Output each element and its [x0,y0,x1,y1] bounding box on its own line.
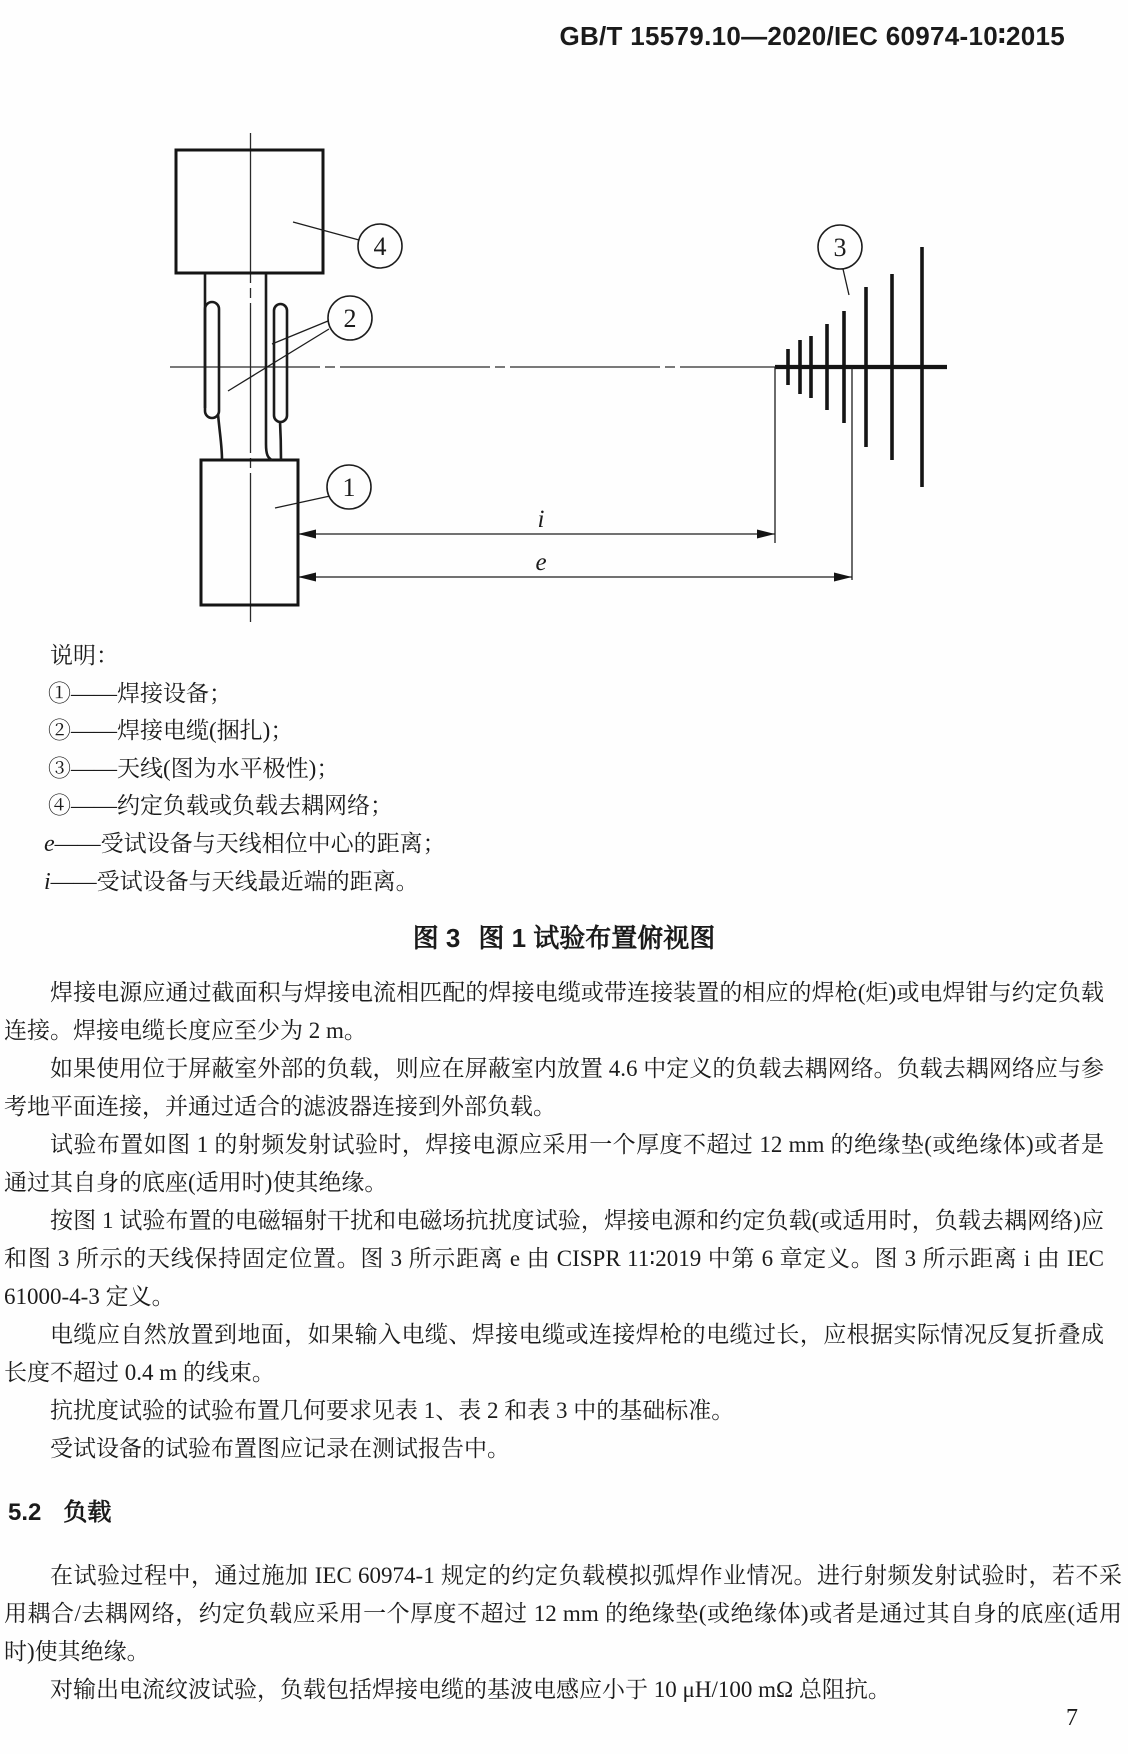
legend-item-1: ①——焊接设备； [48,680,232,706]
dimension-e [298,549,852,582]
legend-item-2: ②——焊接电缆(捆扎)； [48,718,294,743]
dimension-i [298,506,775,539]
figure-caption-label: 图 3 [412,923,461,953]
paragraph-7: 受试设备的试验布置图应记录在测试报告中。 [50,1436,510,1461]
figure-caption [0,918,1128,955]
balloon-2 [328,296,372,340]
leader-1 [275,496,330,508]
figure-3-diagram [0,95,1128,640]
balloon-4 [358,224,402,268]
legend-item-i: i——受试设备与天线最近端的距离。 [44,869,419,895]
figure-caption-text: 图 1 试验布置俯视图 [478,923,716,953]
paragraph-6: 抗扰度试验的试验布置几何要求见表 1、表 2 和表 3 中的基础标准。 [50,1398,735,1423]
section-paragraph-2: 对输出电流纹波试验，负载包括焊接电缆的基波电感应小于 10 μH/100 mΩ 总阻抗。 [50,1677,891,1702]
welding-equipment-box [201,460,298,605]
paragraph-2: 如果使用位于屏蔽室外部的负载，则应在屏蔽室内放置 4.6 中定义的负载去耦网络。负载去耦网络应与参考地平面连接，并通过适合的滤波器连接到外部负载。 [4,1056,1104,1119]
antenna [775,247,947,487]
dim-label-e: e [535,549,547,576]
svg-text:3: 3 [833,233,847,262]
svg-text:1: 1 [342,473,356,502]
svg-text:4: 4 [373,232,387,261]
figure-legend [44,637,446,902]
section-title: 负载 [63,1499,112,1526]
paragraph-1: 焊接电源应通过截面积与焊接电流相匹配的焊接电缆或带连接装置的相应的焊枪(炬)或电焊钳与约定负载连接。焊接电缆长度应至少为 2 m。 [4,980,1104,1043]
legend-item-3: ③——天线(图为水平极性)； [48,755,340,781]
leader-3 [843,269,849,295]
legend-item-4: ④——约定负载或负载去耦网络； [48,793,393,818]
section-heading-5-2 [8,1492,111,1527]
leader-2b [228,329,329,391]
paragraph-4: 按图 1 试验布置的电磁辐射干扰和电磁场抗扰度试验，焊接电源和约定负载(或适用时，负载去耦网络)应和图 3 所示的天线保持固定位置。图 3 所示距离 e 由 CISPR 11∶2019 中第 6 章定义。图 3 所示距离 i 由 IEC 61000-4-3 定义。 [4,1208,1104,1309]
balloon-1 [327,465,371,509]
paragraph-3: 试验布置如图 1 的射频发射试验时，焊接电源应采用一个厚度不超过 12 mm 的绝缘垫(或绝缘体)或者是通过其自身的底座(适用时)使其绝缘。 [4,1132,1104,1195]
leader-2a [272,321,328,344]
load-box [176,150,323,273]
leader-4 [293,222,359,240]
legend-item-e: e——受试设备与天线相位中心的距离； [44,830,446,857]
paragraph-5: 电缆应自然放置到地面，如果输入电缆、焊接电缆或连接焊枪的电缆过长，应根据实际情况反复折叠成长度不超过 0.4 m 的线束。 [4,1322,1104,1385]
balloon-3 [818,225,862,269]
dim-label-i: i [537,506,545,533]
page-number: 7 [1066,1705,1078,1731]
standard-number-header: GB/T 15579.10—2020/IEC 60974-10∶2015 [559,21,1065,51]
section-number: 5.2 [8,1499,42,1526]
section-paragraph-1: 在试验过程中，通过施加 IEC 60974-1 规定的约定负载模拟弧焊作业情况。进行射频发射试验时，若不采用耦合/去耦网络，约定负载应采用一个厚度不超过 12 mm 的绝缘垫(或绝缘体)或者是通过其自身的底座(适用时)使其绝缘。 [4,1563,1122,1664]
svg-text:2: 2 [343,304,357,333]
legend-title: 说明： [50,643,119,668]
